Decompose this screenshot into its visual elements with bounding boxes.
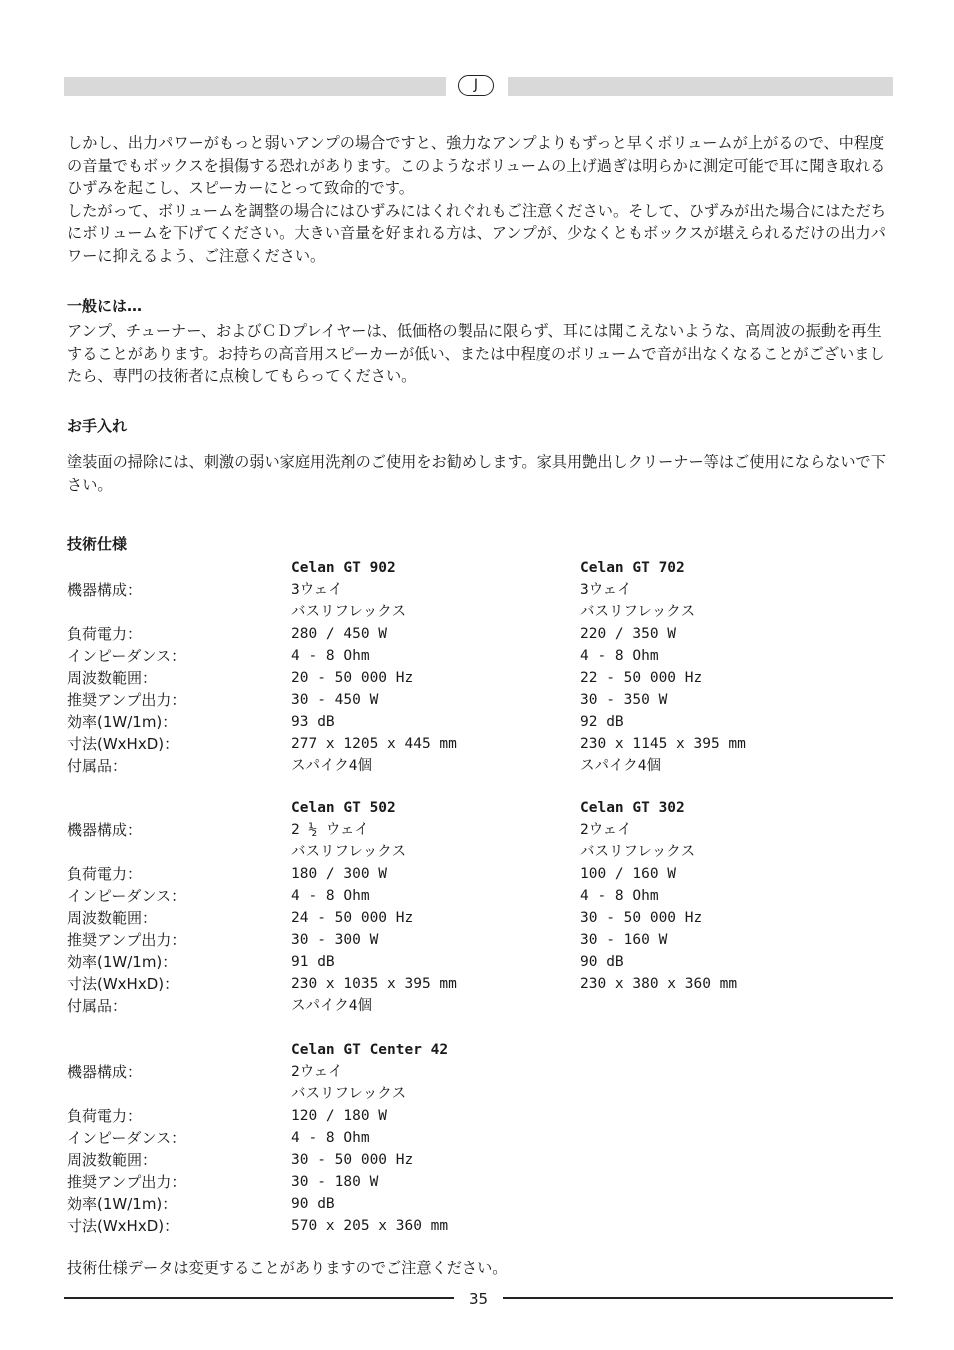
spec-row: [67, 1193, 893, 1215]
spec-label: インピーダンス：: [67, 887, 187, 905]
spec-row: [67, 863, 893, 885]
spec-value: 22 - 50 000 Hz: [580, 670, 703, 686]
general-heading: 一般には…: [67, 297, 143, 315]
care-body: 塗装面の掃除には、刺激の弱い家庭用洗剤のご使用をお勧めします。家具用艶出しクリーナー等はご使用にならないで下さい。: [67, 453, 886, 494]
spec-label: 周波数範囲：: [67, 669, 158, 687]
spec-row: [67, 819, 893, 841]
spec-value: 4 - 8 Ohm: [291, 648, 370, 664]
spec-row: [67, 907, 893, 929]
spec-group-3: [67, 1039, 893, 1237]
footer-rule-left: [64, 1297, 454, 1299]
spec-value: バスリフレックス: [291, 844, 407, 860]
spec-value: 230 x 1035 x 395 mm: [291, 976, 457, 992]
spec-label: 推奨アンプ出力：: [67, 691, 187, 709]
spec-value: 570 x 205 x 360 mm: [291, 1218, 449, 1234]
spec-value: バスリフレックス: [291, 604, 407, 620]
model-name: Celan GT 902: [291, 560, 396, 576]
spec-label: 付属品：: [67, 757, 128, 775]
spec-value: スパイク4個: [291, 758, 372, 774]
spec-label: 機器構成：: [67, 821, 143, 839]
general-body: アンプ、チューナー、およびＣＤプレイヤーは、低価格の製品に限らず、耳には聞こえないような、高周波の振動を再生することがあります。お持ちの高音用スピーカーが低い、または中程度のボリュームで音が出なくなることがございましたら、専門の技術者に点検してもらってください。: [67, 322, 885, 385]
spec-value: 220 / 350 W: [580, 626, 677, 642]
spec-value: 230 x 380 x 360 mm: [580, 976, 738, 992]
spec-row: [67, 929, 893, 951]
spec-row: [67, 1149, 893, 1171]
spec-row: [67, 995, 893, 1017]
spec-row: [67, 667, 893, 689]
spec-row: [67, 645, 893, 667]
spec-row: [67, 733, 893, 755]
spec-row: [67, 1127, 893, 1149]
spec-label: 負荷電力：: [67, 865, 143, 883]
intro-paragraph-2: したがって、ボリュームを調整の場合にはひずみにはくれぐれもご注意ください。そして、ひずみが出た場合にはただちにボリュームを下げてください。大きい音量を好まれる方は、アンプが、少なくともボックスが堪えられるだけの出力パワーに抑えるよう、ご注意ください。: [67, 201, 887, 265]
spec-row: [67, 689, 893, 711]
footer-rule-right: [503, 1297, 893, 1299]
spec-label: 機器構成：: [67, 581, 143, 599]
spec-value: 4 - 8 Ohm: [291, 888, 370, 904]
spec-value: 4 - 8 Ohm: [580, 888, 659, 904]
spec-value: バスリフレックス: [291, 1086, 407, 1102]
spec-row: [67, 601, 893, 623]
spec-value: 4 - 8 Ohm: [291, 1130, 370, 1146]
spec-value: 24 - 50 000 Hz: [291, 910, 414, 926]
spec-row: [67, 841, 893, 863]
header-rule-right: [508, 77, 893, 96]
specs-note: 技術仕様データは変更することがありますのでご注意ください。: [67, 1259, 508, 1277]
intro-paragraph-1: しかし、出力パワーがもっと弱いアンプの場合ですと、強力なアンプよりもずっと早くボリュームが上がるので、中程度の音量でもボックスを損傷する恐れがあります。このようなボリュームの上げ過ぎは明らかに測定可能で耳に聞き取れるひずみを起こし、スピーカーにとって致命的です。: [67, 134, 886, 197]
model-name: Celan GT 702: [580, 560, 685, 576]
spec-value: 230 x 1145 x 395 mm: [580, 736, 746, 752]
spec-value: スパイク4個: [580, 758, 661, 774]
spec-label: 負荷電力：: [67, 1107, 143, 1125]
spec-label: 推奨アンプ出力：: [67, 931, 187, 949]
spec-value: 30 - 350 W: [580, 692, 668, 708]
spec-value: バスリフレックス: [580, 844, 696, 860]
specs-heading: 技術仕様: [67, 535, 128, 553]
spec-label: 寸法(WxHxD)：: [67, 1217, 180, 1235]
spec-value: 277 x 1205 x 445 mm: [291, 736, 457, 752]
spec-value: 3ウェイ: [291, 582, 343, 598]
spec-row: [67, 1061, 893, 1083]
spec-value: 100 / 160 W: [580, 866, 677, 882]
spec-value: 93 dB: [291, 714, 335, 730]
spec-value: 90 dB: [291, 1196, 335, 1212]
spec-value: 30 - 50 000 Hz: [580, 910, 703, 926]
spec-label: 負荷電力：: [67, 625, 143, 643]
model-name: Celan GT 302: [580, 800, 685, 816]
spec-value: バスリフレックス: [580, 604, 696, 620]
spec-value: 120 / 180 W: [291, 1108, 388, 1124]
spec-label: インピーダンス：: [67, 647, 187, 665]
spec-label: 付属品：: [67, 997, 128, 1015]
spec-value: 30 - 450 W: [291, 692, 379, 708]
spec-row: [67, 579, 893, 601]
spec-value: 180 / 300 W: [291, 866, 388, 882]
spec-group-1: [67, 557, 893, 777]
spec-value: 2ウェイ: [580, 822, 632, 838]
spec-label: 周波数範囲：: [67, 1151, 158, 1169]
spec-value: 30 - 160 W: [580, 932, 668, 948]
spec-value: スパイク4個: [291, 998, 372, 1014]
spec-label: 寸法(WxHxD)：: [67, 975, 180, 993]
spec-value: 2ウェイ: [291, 1064, 343, 1080]
spec-value: 280 / 450 W: [291, 626, 388, 642]
spec-row: [67, 623, 893, 645]
spec-row: [67, 885, 893, 907]
spec-label: 効率(1W/1m)：: [67, 1195, 178, 1213]
header-rule-left: [64, 77, 446, 96]
spec-label: 効率(1W/1m)：: [67, 713, 178, 731]
spec-row: [67, 1215, 893, 1237]
spec-value: 90 dB: [580, 954, 624, 970]
spec-value: 20 - 50 000 Hz: [291, 670, 414, 686]
language-badge: J: [458, 75, 494, 96]
spec-value: 3ウェイ: [580, 582, 632, 598]
spec-row: [67, 951, 893, 973]
page-number: 35: [468, 1290, 489, 1308]
spec-row: [67, 755, 893, 777]
spec-row: [67, 1105, 893, 1127]
spec-label: 機器構成：: [67, 1063, 143, 1081]
intro-text: [67, 132, 893, 267]
spec-group-2: [67, 797, 893, 1017]
spec-row: [67, 1083, 893, 1105]
spec-value: 91 dB: [291, 954, 335, 970]
spec-row: [67, 1171, 893, 1193]
spec-model-row: [67, 797, 893, 819]
spec-value: 4 - 8 Ohm: [580, 648, 659, 664]
spec-value: 30 - 180 W: [291, 1174, 379, 1190]
spec-model-row: [67, 557, 893, 579]
spec-row: [67, 711, 893, 733]
spec-value: 92 dB: [580, 714, 624, 730]
spec-label: 推奨アンプ出力：: [67, 1173, 187, 1191]
spec-model-row: [67, 1039, 893, 1061]
model-name: Celan GT 502: [291, 800, 396, 816]
model-name: Celan GT Center 42: [291, 1042, 449, 1058]
spec-value: 30 - 50 000 Hz: [291, 1152, 414, 1168]
spec-value: 30 - 300 W: [291, 932, 379, 948]
spec-label: 効率(1W/1m)：: [67, 953, 178, 971]
spec-label: 周波数範囲：: [67, 909, 158, 927]
spec-label: インピーダンス：: [67, 1129, 187, 1147]
spec-label: 寸法(WxHxD)：: [67, 735, 180, 753]
care-heading: お手入れ: [67, 417, 128, 435]
spec-value: 2 ½ ウェイ: [291, 822, 369, 838]
spec-row: [67, 973, 893, 995]
